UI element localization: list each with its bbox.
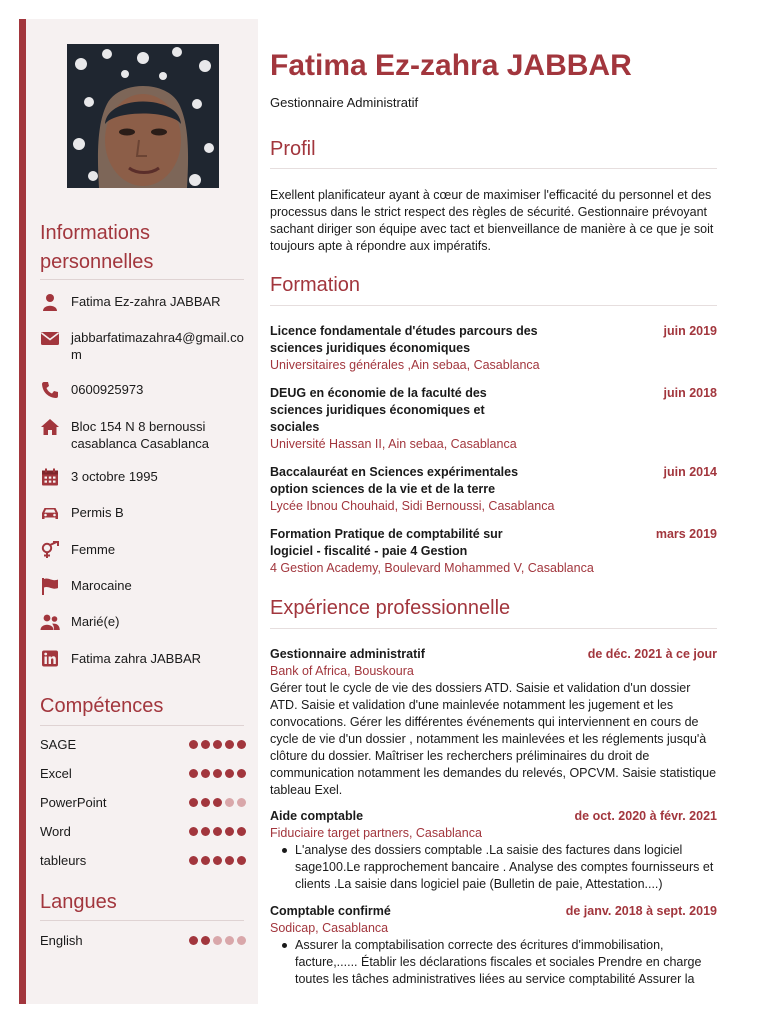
formation-date: juin 2014 [663,465,717,479]
job-title: Gestionnaire Administratif [270,95,419,110]
experience-bullet: L'analyse des dossiers comptable .La saisie des factures dans logiciel sage100.Le rapprochement bancaire . Analyse des comptes fournisseurs et clients .La saisie dans logiciel paie (Bulletin de paie, Attestation....) [280,842,717,893]
experience-bullets [270,937,717,988]
formation-date: juin 2018 [663,386,717,400]
skill-rating [189,769,246,779]
profil-divider [270,168,717,169]
rating-dot-icon [201,856,210,865]
experience-divider [270,628,717,629]
profile-photo [67,44,219,188]
formation-date: juin 2019 [663,324,717,338]
home-icon [40,418,60,436]
rating-dot-icon [201,769,210,778]
experience-heading: Expérience professionnelle [270,597,511,619]
experience-date: de janv. 2018 à sept. 2019 [565,904,717,918]
formation-title: DEUG en économie de la faculté des sciences juridiques économiques et sociales [270,386,487,434]
rating-dot-icon [213,798,222,807]
info-divider [40,279,244,280]
language-row [40,932,246,950]
skill-name: PowerPoint [40,795,107,810]
rating-dot-icon [201,936,210,945]
skill-name: SAGE [40,737,77,752]
accent-bar [19,19,26,1004]
person-icon [40,293,60,311]
language-rating [189,936,246,946]
linkedin-icon [40,650,60,668]
languages-divider [40,920,244,921]
rating-dot-icon [237,740,246,749]
rating-dot-icon [225,798,234,807]
rating-dot-icon [237,798,246,807]
rating-dot-icon [213,769,222,778]
skill-name: tableurs [40,853,87,868]
rating-dot-icon [225,936,234,945]
rating-dot-icon [201,827,210,836]
language-name: English [40,933,83,948]
rating-dot-icon [213,740,222,749]
skill-rating [189,798,246,808]
experience-title: Gestionnaire administratif [270,647,425,661]
rating-dot-icon [225,769,234,778]
skill-row [40,765,246,783]
people-icon [40,613,60,631]
rating-dot-icon [237,856,246,865]
formation-school: Lycée Ibnou Chouhaid, Sidi Bernoussi, Casablanca [270,499,555,513]
rating-dot-icon [237,769,246,778]
formation-school: Université Hassan II, Ain sebaa, Casablanca [270,437,517,451]
rating-dot-icon [189,798,198,807]
candidate-name: Fatima Ez-zahra JABBAR [270,49,632,82]
sidebar: Informations personnelles Fatima Ez-zahra JABBAR jabbarfatimazahra4@gmail.com 0600925973 Bloc 154 N 8 bernoussi casablanca Casablanca 3 octobre 1995 Permis B Femme Marocaine Marié(e) Fatima zahra JABBAR Compétences SAGE Excel PowerPoint Word tableurs Langues English [26,19,258,1004]
rating-dot-icon [201,740,210,749]
rating-dot-icon [189,740,198,749]
calendar-icon [40,468,60,486]
car-icon [40,504,60,522]
skill-name: Excel [40,766,72,781]
skill-row [40,736,246,754]
skill-row [40,852,246,870]
languages-heading: Langues [40,891,117,913]
skills-divider [40,725,244,726]
gender-icon [40,541,60,559]
experience-company: Bank of Africa, Bouskoura [270,664,414,678]
experience-description: Gérer tout le cycle de vie des dossiers ATD. Saisie et validation d'un dossier ATD. Saisie et validation d'une mainlevée notamment les jugement et les convocations. Gérer les différentes événements qui interviennent en cours de cycle de vie d'un dossier , notamment les mainlevées et les réglements jusqu'à clôture du dossier. Maîtriser les recherchers préliminaires du droit de communication notamment les demandes du relevés, OPCVM. Saisie statistique tableau Exel. [270,681,717,797]
formation-date: mars 2019 [655,527,717,541]
formation-heading: Formation [270,274,361,296]
info-heading: Informations personnelles [40,222,154,273]
rating-dot-icon [201,798,210,807]
experience-entry [270,903,717,988]
rating-dot-icon [189,769,198,778]
rating-dot-icon [237,936,246,945]
rating-dot-icon [225,740,234,749]
experience-date: de déc. 2021 à ce jour [587,647,717,661]
formation-school: Universitaires générales ,Ain sebaa, Casablanca [270,358,540,372]
rating-dot-icon [225,856,234,865]
experience-bullet: Assurer la comptabilisation correcte des écritures d'immobilisation, facture,...... Établir les déclarations fiscales et sociales Prendre en charge toutes les tâches administratives liées au service comptabilité Assurer la [280,937,717,988]
skill-row [40,794,246,812]
profil-heading: Profil [270,138,316,160]
skill-name: Word [40,824,71,839]
flag-icon [40,577,60,595]
rating-dot-icon [225,827,234,836]
rating-dot-icon [237,827,246,836]
profil-text: Exellent planificateur ayant à cœur de maximiser l'efficacité du personnel et des processus dans le strict respect des règles de sécurité. Gestionnaire prévoyant sachant diriger son équipe avec tact et bienveillance de manière à ce que je soit toujours apte à répondre aux impératifs. [270,188,714,253]
skill-rating [189,856,246,866]
experience-company: Fiduciaire target partners, Casablanca [270,826,482,840]
rating-dot-icon [189,827,198,836]
experience-title: Aide comptable [270,809,364,823]
formation-title: Formation Pratique de comptabilité sur logiciel - fiscalité - paie 4 Gestion [270,527,503,558]
experience-entry [270,646,717,799]
skill-row [40,823,246,841]
formation-entry [270,526,717,577]
rating-dot-icon [213,856,222,865]
experience-entry [270,808,717,893]
rating-dot-icon [213,936,222,945]
formation-entry [270,323,717,374]
formation-school: 4 Gestion Academy, Boulevard Mohammed V, Casablanca [270,561,594,575]
envelope-icon [40,329,60,347]
skills-heading: Compétences [40,695,164,717]
rating-dot-icon [189,936,198,945]
experience-bullets [270,842,717,893]
experience-date: de oct. 2020 à févr. 2021 [574,809,717,823]
formation-entry [270,385,717,453]
rating-dot-icon [189,856,198,865]
experience-title: Comptable confirmé [270,904,391,918]
rating-dot-icon [213,827,222,836]
skill-rating [189,827,246,837]
experience-company: Sodicap, Casablanca [270,921,389,935]
formation-title: Licence fondamentale d'études parcours des sciences juridiques économiques [270,324,538,355]
phone-icon [40,381,60,399]
formation-entry [270,464,717,515]
formation-title: Baccalauréat en Sciences expérimentales option sciences de la vie et de la terre [270,465,519,496]
skill-rating [189,740,246,750]
formation-divider [270,305,717,306]
